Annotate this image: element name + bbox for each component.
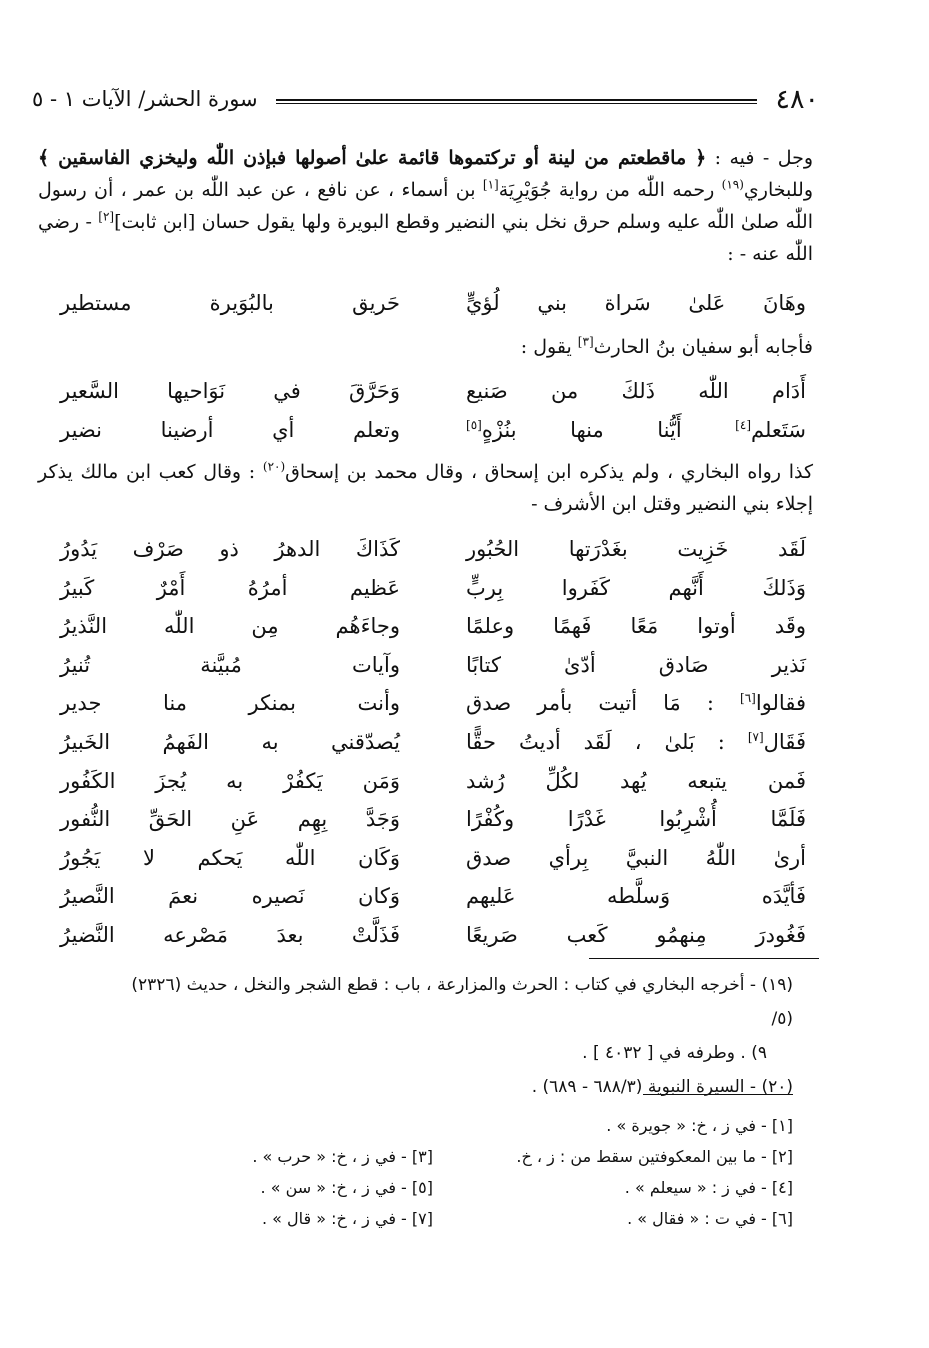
- paragraph-hadith: [38, 142, 813, 270]
- footnote-20: (٢٠) - السيرة النبوية (٦٨٨/٣ - ٦٨٩) .: [531, 1077, 793, 1097]
- paragraph-ibn-ishaq: [38, 456, 813, 520]
- variant-ref-3[interactable]: [٣]: [577, 334, 594, 349]
- verse-intro-abu-sufyan: [521, 332, 813, 362]
- verse-left-hemistich: وأنت بمنكر منا جدير: [60, 691, 400, 716]
- verse-line: [60, 839, 806, 878]
- verse-right-hemistich: وهَانَ عَلىٰ سَراة بني لُؤيٍّ: [466, 291, 806, 315]
- variant-ref-1[interactable]: [١]: [482, 177, 499, 192]
- variant-ref-5[interactable]: [٥]: [466, 417, 482, 432]
- footnote-19: (١٩) - أخرجه البخاري في كتاب : الحرث والمزارعة ، باب : قطع الشجر والنخل ، حديث (٢٣٢٦) (٥/: [131, 975, 793, 1029]
- verse-line: [60, 530, 806, 569]
- verse-left-hemistich: وَجَدَّ بِهِم عَنِ الحَقِّ النُّفور: [60, 807, 400, 832]
- verse-line: [60, 411, 806, 450]
- footnote-rule: [589, 958, 819, 959]
- verse-right-hemistich: [466, 684, 806, 722]
- text: : بَلىٰ ، لَقَد أديتُ حقًّا: [466, 729, 748, 754]
- text: : وقال كعب ابن مالك يذكر إجلاء بني النضير وقتل ابن الأشرف -: [38, 461, 813, 515]
- verse-left-hemistich: يُصدّقني به الفَهمُ الخَبيرُ: [60, 729, 400, 754]
- verse-left-hemistich: عَظيم أمرُهُ أَمْرٌ كَبيرُ: [60, 575, 400, 600]
- verse-line: [60, 607, 806, 646]
- text: فقالوا: [755, 691, 806, 716]
- verse-left-hemistich: وَحَرَّقَ في نَوَاحيها السَّعير: [60, 379, 400, 403]
- verse-left-hemistich: حَريق بالبُوَيرة مستطير: [60, 291, 400, 315]
- variant-note-3: [٣] - في ز ، خ: « حرب » .: [252, 1147, 433, 1166]
- page-number: ٤٨٠: [775, 83, 819, 115]
- text: سَتَعلم: [751, 417, 806, 442]
- verse-line: [60, 916, 806, 955]
- verse-right-hemistich: فَأيَّدَه وَسلَّطه عَليهم: [466, 884, 806, 909]
- hassan-verse: [60, 284, 806, 323]
- footnote-19-cont: ٩) . وطرفه في [ ٤٠٣٢ ] .: [582, 1043, 767, 1063]
- verse-right-hemistich: [466, 723, 806, 761]
- text: وللبخاري: [743, 179, 814, 201]
- verse-line: [60, 723, 806, 762]
- footnote-ref-19[interactable]: (١٩): [721, 177, 744, 192]
- verse-right-hemistich: فَلَمَّا أُشْرِبُوا غَدْرًا وكُفْرًا: [466, 807, 806, 832]
- verse-line: [60, 569, 806, 608]
- variant-ref-2[interactable]: [٢]: [98, 209, 115, 224]
- verse-left-hemistich: فَذَلَّتْ بعدَ مَصْرعه النَّضيرُ: [60, 922, 400, 947]
- verse-right-hemistich: وَذَلكَ أَنَّهم كَفَروا بِربٍّ: [466, 575, 806, 600]
- verse-left-hemistich: وَمَن يَكفُرْ به يُجزَ الكَفُور: [60, 768, 400, 793]
- verse-right-hemistich: أرىٰ اللّٰهُ النبيَّ بِرأي صدق: [466, 845, 806, 870]
- verse-line: [60, 762, 806, 801]
- text: - رضي اللّٰه عنه - :: [38, 211, 813, 265]
- variant-note-empty: [93, 1110, 433, 1141]
- verse-line: [60, 800, 806, 839]
- verse-line: [60, 684, 806, 723]
- variant-note-6: [٦] - في ت : « فقال » .: [627, 1209, 793, 1228]
- verse-right-hemistich: وقَد أوتوا مَعًا فَهمًا وعلمًا: [466, 614, 806, 639]
- verse-left-hemistich: كَذَاكَ الدهرُ ذو صَرْف يَدُورُ: [60, 537, 400, 561]
- variant-ref-6[interactable]: [٦]: [740, 691, 756, 706]
- quran-quote: ﴿ ماقطعتم من لينة أو تركتموها قائمة علىٰ أصولها فبإذن اللّٰه وليخزي الفاسقين ﴾: [38, 147, 707, 169]
- text: يقول :: [520, 336, 578, 358]
- verse-right-hemistich: فَمن يتبعه يُهد لكُلِّ رُشد: [466, 768, 806, 793]
- verse-line: [60, 284, 806, 323]
- text: كذا رواه البخاري ، ولم يذكره ابن إسحاق ، وقال محمد بن إسحاق: [285, 461, 813, 483]
- footnotes: [110, 968, 793, 1104]
- variant-note-1: [١] - في ز ، خ: « جويرة » .: [606, 1116, 793, 1135]
- verse-line: [60, 646, 806, 685]
- verse-left-hemistich: وَكان نَصيره نعمَ النَّصيرُ: [60, 884, 400, 909]
- verse-line: [60, 372, 806, 411]
- text: فَقَال: [763, 729, 806, 754]
- variants-rule: [643, 1094, 793, 1095]
- verse-left-hemistich: وجاءَهُم مِن اللّٰه النَّذيرُ: [60, 614, 400, 639]
- variant-ref-4[interactable]: [٤]: [735, 417, 751, 432]
- text: : مَا أتيت بأمر صدق: [466, 691, 741, 716]
- verse-left-hemistich: وَكَان اللّٰه يَحكم لا يَجُورُ: [60, 845, 400, 870]
- variant-note-5: [٥] - في ز ، خ: « سن » .: [260, 1178, 433, 1197]
- header-rule: [276, 99, 758, 104]
- variant-ref-7[interactable]: [٧]: [747, 729, 764, 744]
- text: رحمه اللّٰه من رواية جُوَيْرِيَة: [498, 179, 722, 201]
- page-header: [32, 82, 819, 116]
- verse-left-hemistich: وتعلم أي أرضينا نضير: [60, 417, 400, 442]
- verse-left-hemistich: وآيات مُبيَّنة تُنيرُ: [60, 652, 400, 677]
- verse-right-hemistich: نَذير صَادق أدّىٰ كتابًا: [466, 652, 806, 677]
- abu-sufyan-verses: [60, 372, 806, 449]
- verse-right-hemistich: أَدَام اللّٰه ذَلكَ من صَنيع: [466, 379, 806, 403]
- variant-note-2: [٢] - ما بين المعكوفتين سقط من : ز ، خ.: [516, 1147, 793, 1166]
- variant-note-7: [٧] - في ز ، خ: « قال » .: [261, 1209, 433, 1228]
- kaab-verses: [60, 530, 806, 955]
- text: فأجابه أبو سفيان بنُ الحارث: [593, 336, 813, 358]
- manuscript-variants: [93, 1110, 793, 1234]
- text: وجل - فيه :: [706, 147, 813, 169]
- variant-note-4: [٤] - في ز : « سيعلم » .: [624, 1178, 793, 1197]
- verse-right-hemistich: فَغُودرَ مِنهمُو كَعب صَريعًا: [466, 922, 806, 947]
- text: أَيُّنا منها بنُزْهٍ: [481, 417, 736, 442]
- verse-right-hemistich: [466, 411, 806, 449]
- verse-line: [60, 877, 806, 916]
- verse-right-hemistich: لَقَد خَزِيت بغَدْرَتها الحُبُور: [466, 537, 806, 561]
- text: بن أسماء ، عن نافع ، عن عبد اللّٰه بن عمر ، أن رسول اللّٰه صلىٰ اللّٰه عليه وسلم حرق نخل بني النضير وقطع البويرة ولها يقول حسان [ابن ثابت]: [38, 179, 813, 233]
- footnote-ref-20[interactable]: (٢٠): [262, 459, 286, 474]
- running-head: سورة الحشر/ الآيات ١ - ٥: [32, 87, 258, 111]
